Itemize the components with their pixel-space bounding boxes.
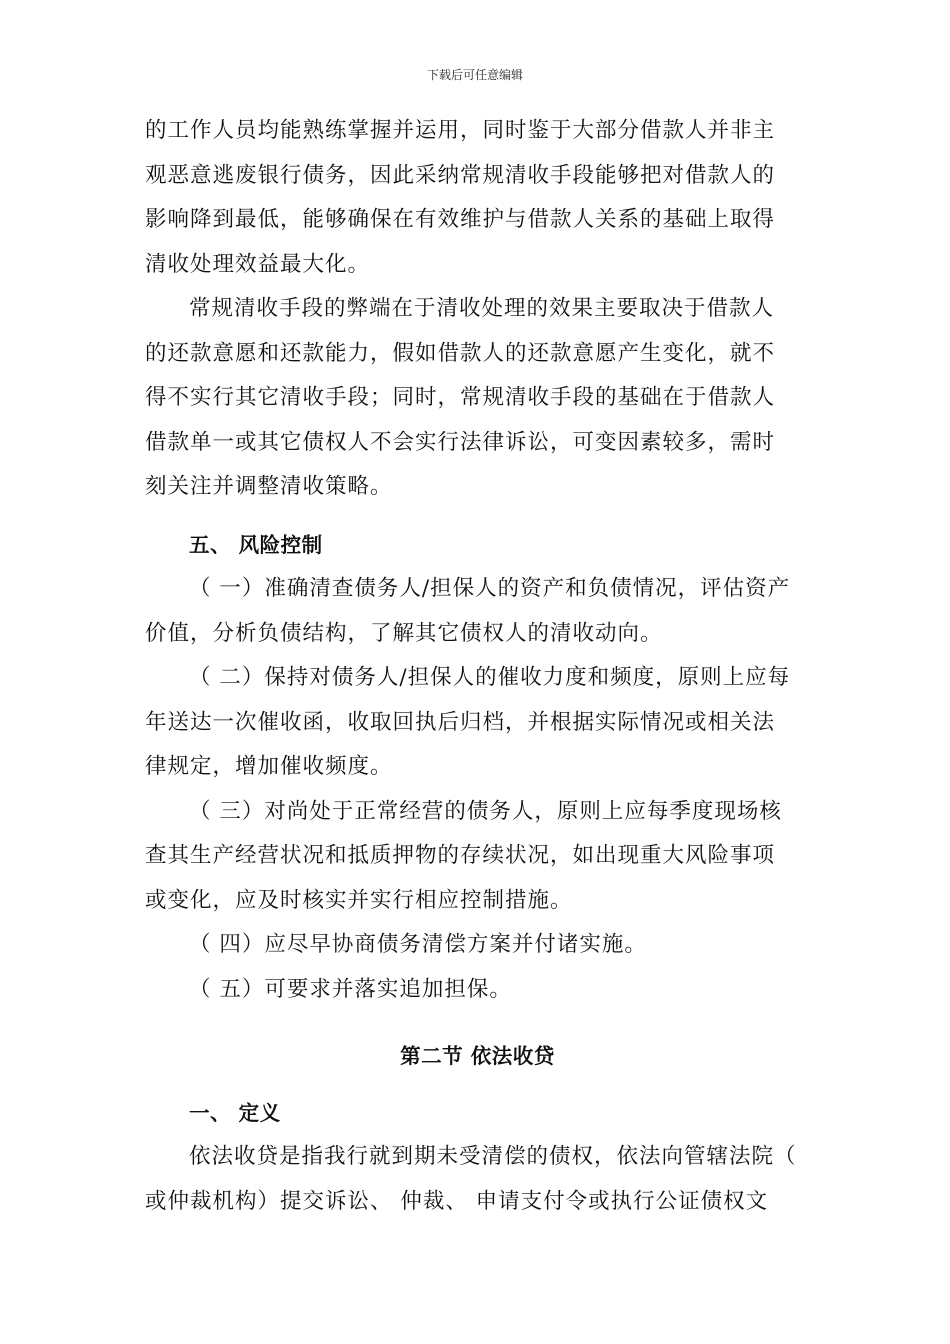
heading-definition: 一、 定义 — [189, 1100, 281, 1125]
text-line: 律规定，增加催收频度。 — [145, 754, 393, 779]
text-line: 年送达一次催收函，收取回执后归档，并根据实际情况或相关法 — [145, 709, 776, 735]
text-line: （ 一）准确清查债务人/担保人的资产和负债情况，评估资产 — [189, 576, 791, 601]
text-line: 的还款意愿和还款能力，假如借款人的还款意愿产生变化，就不 — [145, 340, 776, 366]
list-item-2 — [145, 656, 810, 790]
text-line: （ 三）对尚处于正常经营的债务人，原则上应每季度现场核 — [189, 798, 782, 824]
paragraph-effect — [145, 109, 810, 287]
text-line: 观恶意逃废银行债务，因此采纳常规清收手段能够把对借款人的 — [145, 162, 776, 188]
text-line: 得不实行其它清收手段；同时，常规清收手段的基础在于借款人 — [145, 385, 776, 410]
text-line: 影响降到最低，能够确保在有效维护与借款人关系的基础上取得 — [145, 207, 776, 232]
text-line: 或变化，应及时核实并实行相应控制措施。 — [145, 887, 573, 913]
list-item-4: （ 四）应尽早协商债务清偿方案并付诸实施。 — [189, 932, 647, 957]
document-body — [145, 109, 810, 1224]
text-line: 查其生产经营状况和抵质押物的存续状况，如出现重大风险事项 — [145, 843, 776, 868]
heading-risk-control: 五、 风险控制 — [189, 532, 323, 557]
text-line: 借款单一或其它债权人不会实行法律诉讼，可变因素较多，需时 — [145, 429, 776, 455]
paragraph-drawbacks — [145, 287, 810, 510]
text-line: 价值，分析负债结构，了解其它债权人的清收动向。 — [145, 620, 663, 646]
section-title: 第二节 依法收贷 — [400, 1044, 555, 1068]
text-line: 刻关注并调整清收策略。 — [145, 474, 393, 499]
text-line: 或仲裁机构）提交诉讼、 仲裁、 申请支付令或执行公证债权文 — [145, 1188, 769, 1214]
text-line: 的工作人员均能熟练掌握并运用，同时鉴于大部分借款人并非主 — [145, 118, 776, 143]
text-line: 常规清收手段的弊端在于清收处理的效果主要取决于借款人 — [189, 296, 775, 321]
paragraph-definition — [145, 1135, 810, 1224]
page-header-note: 下载后可任意编辑 — [426, 68, 523, 82]
text-line: 依法收贷是指我行就到期未受清偿的债权，依法向管辖法院（ — [189, 1144, 797, 1169]
text-line: （ 二）保持对债务人/担保人的催收力度和频度，原则上应每 — [189, 665, 791, 690]
list-item-3 — [145, 790, 810, 924]
list-item-1 — [145, 567, 810, 656]
text-line: 清收处理效益最大化。 — [145, 251, 371, 277]
list-item-5: （ 五）可要求并落实追加担保。 — [189, 976, 512, 1002]
